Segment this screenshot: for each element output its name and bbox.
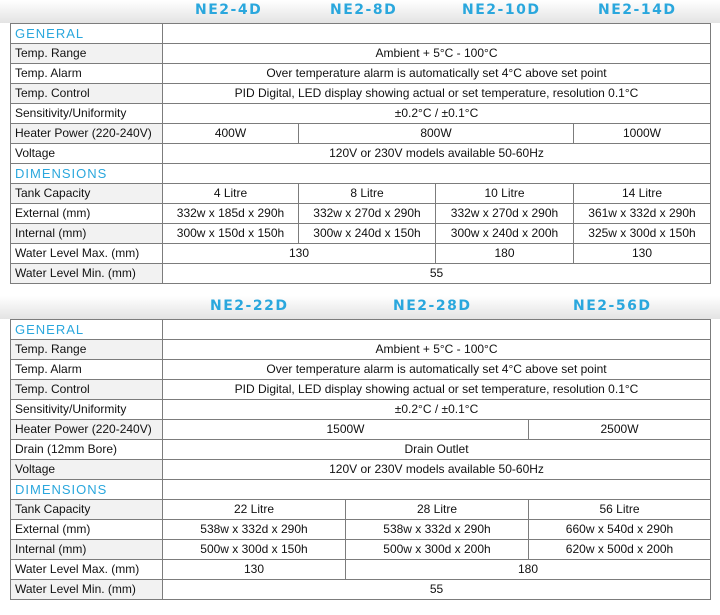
- spec-table: [10, 319, 711, 600]
- row-label: Voltage: [11, 144, 163, 164]
- cell-value: 300w x 240d x 200h: [436, 224, 574, 244]
- cell-value: 180: [436, 244, 574, 264]
- cell-value: 55: [163, 264, 711, 284]
- cell-value: Over temperature alarm is automatically set 4°C above set point: [163, 64, 711, 84]
- model-header-row: [10, 0, 710, 23]
- row-label: Tank Capacity: [11, 500, 163, 520]
- row-label: Tank Capacity: [11, 184, 163, 204]
- cell-value: Ambient + 5°C - 100°C: [163, 44, 711, 64]
- model-header-row: [10, 296, 710, 319]
- table-row: [11, 124, 711, 144]
- table-row: [11, 84, 711, 104]
- cell-value: 500w x 300d x 200h: [346, 540, 529, 560]
- cell-value: 332w x 270d x 290h: [299, 204, 436, 224]
- table-row: [11, 64, 711, 84]
- row-label: Temp. Alarm: [11, 360, 163, 380]
- row-label: Temp. Alarm: [11, 64, 163, 84]
- row-label: Water Level Max. (mm): [11, 244, 163, 264]
- model-name: NE2-8D: [330, 2, 398, 18]
- row-label: Temp. Range: [11, 44, 163, 64]
- table-row: [11, 184, 711, 204]
- cell-value: PID Digital, LED display showing actual or set temperature, resolution 0.1°C: [163, 84, 711, 104]
- cell-value: 400W: [163, 124, 299, 144]
- cell-value: 55: [163, 580, 711, 600]
- section-heading: GENERAL: [11, 24, 163, 44]
- table-row: [11, 500, 711, 520]
- cell-value: ±0.2°C / ±0.1°C: [163, 400, 711, 420]
- row-label: Water Level Min. (mm): [11, 580, 163, 600]
- row-label: Internal (mm): [11, 540, 163, 560]
- table-row: [11, 144, 711, 164]
- row-label: External (mm): [11, 204, 163, 224]
- cell-value: Ambient + 5°C - 100°C: [163, 340, 711, 360]
- row-label: Sensitivity/Uniformity: [11, 400, 163, 420]
- section-row: [11, 24, 711, 44]
- row-label: External (mm): [11, 520, 163, 540]
- model-name: NE2-10D: [462, 2, 541, 18]
- section-heading: DIMENSIONS: [11, 480, 163, 500]
- cell-value: 300w x 240d x 150h: [299, 224, 436, 244]
- section-row: [11, 164, 711, 184]
- table-row: [11, 380, 711, 400]
- row-label: Internal (mm): [11, 224, 163, 244]
- table-row: [11, 224, 711, 244]
- model-name: NE2-4D: [195, 2, 263, 18]
- table-row: [11, 204, 711, 224]
- cell-value: 28 Litre: [346, 500, 529, 520]
- row-label: Voltage: [11, 460, 163, 480]
- section-heading: GENERAL: [11, 320, 163, 340]
- cell-value: 14 Litre: [574, 184, 711, 204]
- model-name: NE2-28D: [393, 298, 472, 314]
- cell-value: 300w x 150d x 150h: [163, 224, 299, 244]
- row-label: Temp. Range: [11, 340, 163, 360]
- row-label: Sensitivity/Uniformity: [11, 104, 163, 124]
- section-row: [11, 480, 711, 500]
- model-name: NE2-56D: [573, 298, 652, 314]
- cell-value: 500w x 300d x 150h: [163, 540, 346, 560]
- cell-value: 22 Litre: [163, 500, 346, 520]
- cell-value: 660w x 540d x 290h: [529, 520, 711, 540]
- cell-value: ±0.2°C / ±0.1°C: [163, 104, 711, 124]
- cell-value: 130: [574, 244, 711, 264]
- cell-value: 800W: [299, 124, 574, 144]
- cell-value: 8 Litre: [299, 184, 436, 204]
- cell-value: 1000W: [574, 124, 711, 144]
- section-row: [11, 320, 711, 340]
- cell-value: 538w x 332d x 290h: [346, 520, 529, 540]
- row-label: Drain (12mm Bore): [11, 440, 163, 460]
- table-row: [11, 104, 711, 124]
- row-label: Heater Power (220-240V): [11, 124, 163, 144]
- model-name: NE2-22D: [210, 298, 289, 314]
- cell-value: 180: [346, 560, 711, 580]
- cell-value: Over temperature alarm is automatically set 4°C above set point: [163, 360, 711, 380]
- cell-value: 332w x 185d x 290h: [163, 204, 299, 224]
- table-row: [11, 520, 711, 540]
- table-row: [11, 440, 711, 460]
- table-row: [11, 44, 711, 64]
- table-row: [11, 540, 711, 560]
- table-row: [11, 360, 711, 380]
- table-row: [11, 244, 711, 264]
- section-heading: DIMENSIONS: [11, 164, 163, 184]
- row-label: Temp. Control: [11, 380, 163, 400]
- spec-block-1: [10, 0, 710, 284]
- table-row: [11, 420, 711, 440]
- row-label: Heater Power (220-240V): [11, 420, 163, 440]
- cell-value: 120V or 230V models available 50-60Hz: [163, 460, 711, 480]
- model-name: NE2-14D: [598, 2, 677, 18]
- table-row: [11, 340, 711, 360]
- row-label: Temp. Control: [11, 84, 163, 104]
- cell-value: 130: [163, 244, 436, 264]
- spec-block-2: [10, 296, 710, 600]
- cell-value: 56 Litre: [529, 500, 711, 520]
- cell-value: 332w x 270d x 290h: [436, 204, 574, 224]
- cell-value: 1500W: [163, 420, 529, 440]
- cell-value: PID Digital, LED display showing actual or set temperature, resolution 0.1°C: [163, 380, 711, 400]
- cell-value: Drain Outlet: [163, 440, 711, 460]
- cell-value: 130: [163, 560, 346, 580]
- table-row: [11, 580, 711, 600]
- table-row: [11, 264, 711, 284]
- cell-value: 120V or 230V models available 50-60Hz: [163, 144, 711, 164]
- spec-table: [10, 23, 711, 284]
- cell-value: 10 Litre: [436, 184, 574, 204]
- cell-value: 361w x 332d x 290h: [574, 204, 711, 224]
- cell-value: 2500W: [529, 420, 711, 440]
- row-label: Water Level Max. (mm): [11, 560, 163, 580]
- table-row: [11, 400, 711, 420]
- table-row: [11, 460, 711, 480]
- table-row: [11, 560, 711, 580]
- cell-value: 325w x 300d x 150h: [574, 224, 711, 244]
- row-label: Water Level Min. (mm): [11, 264, 163, 284]
- cell-value: 620w x 500d x 200h: [529, 540, 711, 560]
- cell-value: 538w x 332d x 290h: [163, 520, 346, 540]
- cell-value: 4 Litre: [163, 184, 299, 204]
